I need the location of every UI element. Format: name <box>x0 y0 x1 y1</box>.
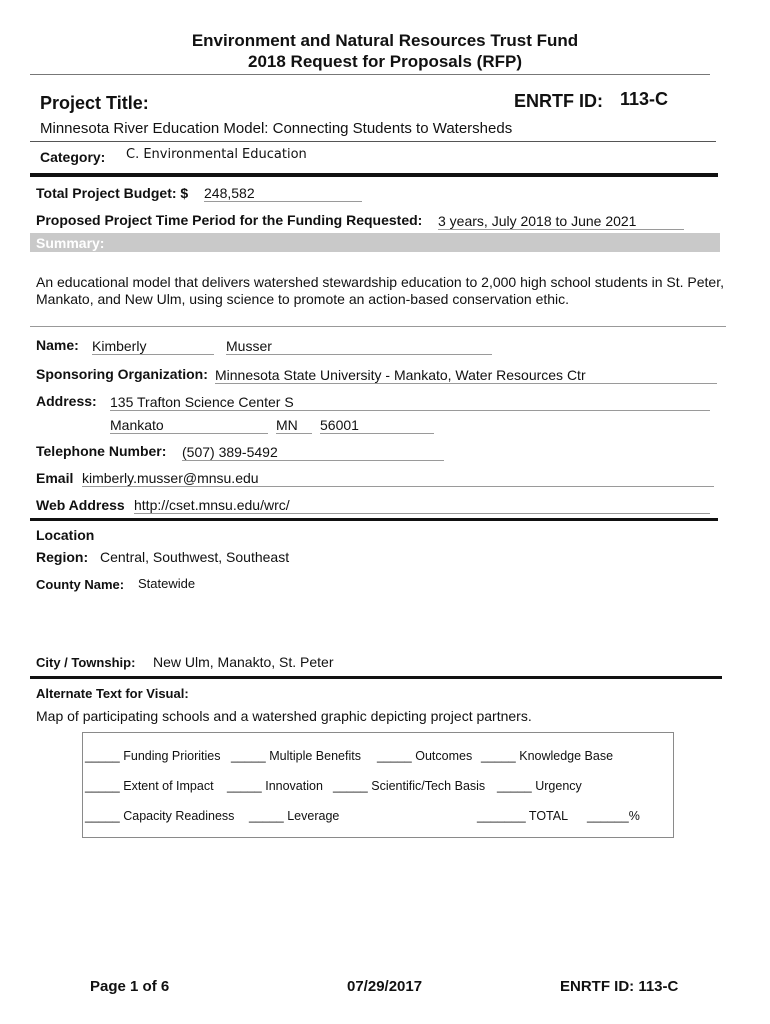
email-label: Email <box>36 470 74 486</box>
phone-label: Telephone Number: <box>36 443 167 459</box>
alt-text-value: Map of participating schools and a watershed graphic depicting project partners. <box>36 708 532 724</box>
category-label: Category: <box>40 149 106 165</box>
contact-rule <box>30 518 718 521</box>
county-label: County Name: <box>36 577 125 592</box>
document-subtitle: 2018 Request for Proposals (RFP) <box>248 52 522 71</box>
period-label: Proposed Project Time Period for the Funding Requested: <box>36 212 423 228</box>
footer-page-number: Page 1 of 6 <box>90 978 170 995</box>
alt-text-label: Alternate Text for Visual: <box>36 686 189 701</box>
score-leverage: _____ Leverage <box>249 809 340 823</box>
score-capacity-readiness: _____ Capacity Readiness <box>85 809 235 823</box>
period-field[interactable]: 3 years, July 2018 to June 2021 <box>438 213 684 230</box>
first-name-field[interactable]: Kimberly <box>92 338 214 355</box>
footer-enrtf-id: ENRTF ID: 113-C <box>560 978 679 995</box>
street-field[interactable]: 135 Trafton Science Center S <box>110 394 710 411</box>
summary-label: Summary: <box>36 235 105 251</box>
city-field[interactable]: Mankato <box>110 417 268 434</box>
score-extent-of-impact: _____ Extent of Impact <box>85 779 214 793</box>
summary-band <box>30 233 720 252</box>
zip-field[interactable]: 56001 <box>320 417 434 434</box>
score-funding-priorities: _____ Funding Priorities <box>85 749 221 763</box>
county-value: Statewide <box>138 576 196 591</box>
score-total: _______ TOTAL <box>477 809 569 823</box>
name-label: Name: <box>36 337 79 353</box>
city-township-value: New Ulm, Manakto, St. Peter <box>153 654 334 670</box>
summary-line-2: Mankato, and New Ulm, using science to promote an action-based conservation ethic. <box>36 291 570 307</box>
email-field[interactable]: kimberly.musser@mnsu.edu <box>82 470 714 487</box>
enrtf-id-value: 113-C <box>620 89 669 109</box>
last-name-field[interactable]: Musser <box>226 338 492 355</box>
location-heading: Location <box>36 527 95 543</box>
summary-rule <box>30 326 726 327</box>
score-percent: ______% <box>587 809 640 823</box>
region-label: Region: <box>36 549 89 565</box>
project-title-value: Minnesota River Education Model: Connecting Students to Watersheds <box>40 120 513 137</box>
city-township-label: City / Township: <box>36 655 136 670</box>
category-rule <box>30 173 718 177</box>
score-knowledge-base: _____ Knowledge Base <box>481 749 614 763</box>
score-innovation: _____ Innovation <box>227 779 323 793</box>
state-field[interactable]: MN <box>276 417 312 434</box>
phone-field[interactable]: (507) 389-5492 <box>182 444 444 461</box>
score-outcomes: _____ Outcomes <box>377 749 473 763</box>
enrtf-id-label: ENRTF ID: <box>514 91 603 111</box>
web-field[interactable]: http://cset.mnsu.edu/wrc/ <box>134 497 710 514</box>
organization-label: Sponsoring Organization: <box>36 366 208 382</box>
title-rule <box>30 141 716 142</box>
score-scientific-tech-basis: _____ Scientific/Tech Basis <box>333 779 486 793</box>
project-title-label: Project Title: <box>40 93 149 113</box>
organization-field[interactable]: Minnesota State University - Mankato, Water Resources Ctr <box>215 367 717 384</box>
budget-label: Total Project Budget: $ <box>36 185 189 201</box>
location-rule <box>30 676 722 679</box>
region-value: Central, Southwest, Southeast <box>100 549 290 565</box>
web-label: Web Address <box>36 497 125 513</box>
document-title: Environment and Natural Resources Trust Fund <box>191 31 579 50</box>
header-rule <box>30 74 710 75</box>
score-urgency: _____ Urgency <box>497 779 582 793</box>
score-multiple-benefits: _____ Multiple Benefits <box>231 749 361 763</box>
budget-field[interactable]: 248,582 <box>204 185 362 202</box>
address-label: Address: <box>36 393 97 409</box>
category-value: C. Environmental Education <box>126 147 307 162</box>
summary-line-1: An educational model that delivers watershed stewardship education to 2,000 high school students in St. Peter, <box>36 274 724 290</box>
scoring-box <box>82 732 674 838</box>
footer-date: 07/29/2017 <box>347 978 423 995</box>
